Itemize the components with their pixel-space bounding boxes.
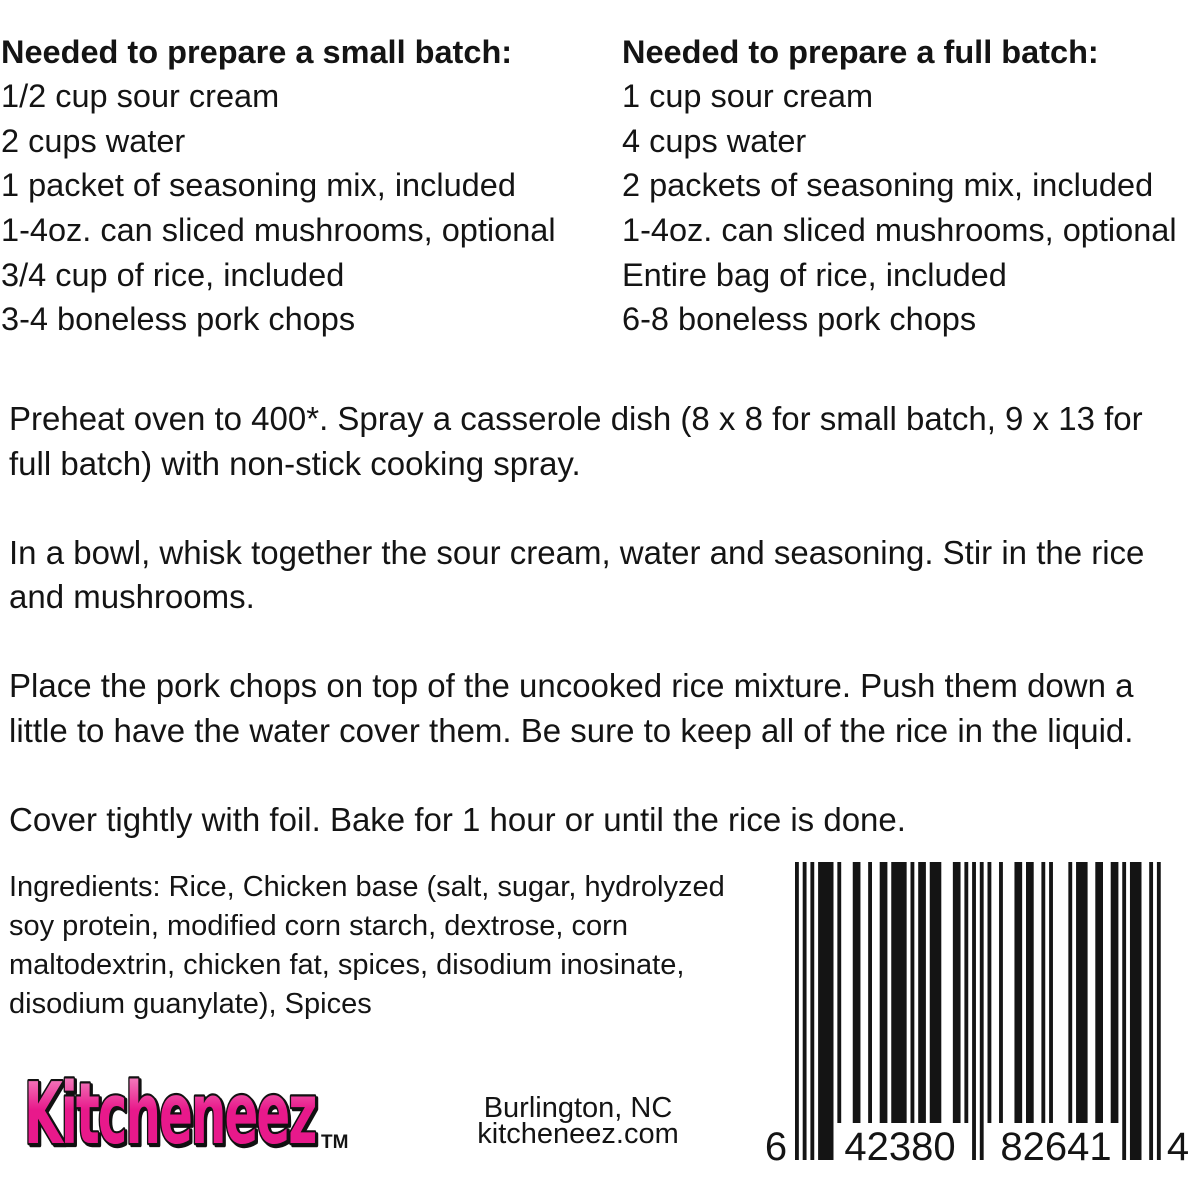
small-batch-heading: Needed to prepare a small batch: bbox=[1, 33, 513, 70]
ingredients-line: disodium guanylate), Spices bbox=[9, 987, 372, 1020]
barcode-guard-bar bbox=[795, 862, 799, 1160]
ingredients-line: Ingredients: Rice, Chicken base (salt, sugar, hydrolyzed bbox=[9, 870, 725, 903]
barcode-bar bbox=[999, 862, 1003, 1123]
small-batch-requirements bbox=[1, 30, 556, 342]
direction-step-mix bbox=[9, 531, 1144, 620]
barcode-right-digits: 82641 bbox=[1000, 1125, 1112, 1169]
barcode-bar bbox=[918, 862, 926, 1123]
ingredients-list bbox=[9, 868, 725, 1024]
company-info bbox=[430, 1092, 726, 1150]
direction-line: little to have the water cover them. Be sure to keep all of the rice in the liquid. bbox=[9, 711, 1134, 749]
direction-line: In a bowl, whisk together the sour cream, water and seasoning. Stir in the rice bbox=[9, 533, 1145, 571]
small-batch-item: 1-4oz. can sliced mushrooms, optional bbox=[1, 212, 556, 249]
full-batch-requirements bbox=[622, 30, 1177, 342]
barcode-bar bbox=[880, 862, 888, 1123]
upc-barcode bbox=[760, 855, 1192, 1167]
small-batch-item: 3/4 cup of rice, included bbox=[1, 256, 345, 293]
barcode-bar bbox=[1049, 862, 1053, 1123]
barcode-bar bbox=[953, 862, 961, 1123]
logo-wordmark: Kitcheneez bbox=[24, 1064, 316, 1164]
barcode-guard-bar bbox=[810, 862, 814, 1160]
directions bbox=[9, 397, 1144, 887]
direction-step-preheat bbox=[9, 397, 1144, 486]
barcode-bar bbox=[1026, 862, 1034, 1123]
barcode-guard-bar bbox=[980, 862, 984, 1160]
direction-line: Cover tightly with foil. Bake for 1 hour or until the rice is done. bbox=[9, 800, 906, 838]
barcode-left-digits: 42380 bbox=[844, 1125, 956, 1169]
barcode-bar bbox=[853, 862, 861, 1123]
barcode-bar bbox=[1068, 862, 1072, 1123]
barcode-bar bbox=[988, 862, 992, 1123]
barcode-bar bbox=[1041, 862, 1045, 1123]
barcode-number-system-digit: 6 bbox=[764, 1125, 788, 1169]
small-batch-item: 2 cups water bbox=[1, 122, 186, 159]
barcode-guard-bar bbox=[1130, 862, 1142, 1160]
full-batch-item: 2 packets of seasoning mix, included bbox=[622, 167, 1154, 204]
barcode-guard-bar bbox=[1157, 862, 1161, 1160]
full-batch-item: 1-4oz. can sliced mushrooms, optional bbox=[622, 212, 1177, 249]
full-batch-item: Entire bag of rice, included bbox=[622, 256, 1007, 293]
small-batch-item: 1 packet of seasoning mix, included bbox=[1, 167, 516, 204]
barcode-guard-bar bbox=[1149, 862, 1153, 1160]
barcode-guard-bar bbox=[972, 862, 976, 1160]
barcode-bar bbox=[1076, 862, 1088, 1123]
full-batch-heading: Needed to prepare a full batch: bbox=[622, 33, 1099, 70]
kitcheneez-logo bbox=[18, 1062, 348, 1162]
direction-step-place-chops bbox=[9, 664, 1144, 753]
ingredients-line: soy protein, modified corn starch, dextrose, corn bbox=[9, 909, 628, 942]
barcode-bar bbox=[911, 862, 915, 1123]
small-batch-item: 3-4 boneless pork chops bbox=[1, 301, 356, 338]
full-batch-item: 6-8 boneless pork chops bbox=[622, 301, 977, 338]
barcode-bar bbox=[1095, 862, 1103, 1123]
barcode-guard-bar bbox=[818, 862, 833, 1160]
ingredients-line: maltodextrin, chicken fat, spices, disodium inosinate, bbox=[9, 948, 685, 981]
barcode-bar bbox=[891, 862, 906, 1123]
direction-line: Preheat oven to 400*. Spray a casserole dish (8 x 8 for small batch, 9 x 13 for bbox=[9, 400, 1143, 437]
barcode-bar bbox=[868, 862, 872, 1123]
trademark-symbol: TM bbox=[321, 1132, 349, 1153]
barcode-bar bbox=[1111, 862, 1119, 1123]
full-batch-item: 4 cups water bbox=[622, 122, 807, 159]
barcode-bar bbox=[930, 862, 942, 1123]
barcode-bars bbox=[795, 862, 1161, 1160]
full-batch-item: 1 cup sour cream bbox=[622, 78, 874, 115]
barcode-guard-bar bbox=[1122, 862, 1126, 1160]
direction-line: and mushrooms. bbox=[9, 578, 255, 615]
company-location: Burlington, NC bbox=[483, 1092, 673, 1124]
barcode-bar bbox=[1014, 862, 1022, 1123]
direction-line: full batch) with non-stick cooking spray. bbox=[9, 444, 581, 482]
company-website: kitcheneez.com bbox=[477, 1118, 679, 1150]
logo-wordmark-group bbox=[24, 1065, 316, 1164]
barcode-bar bbox=[837, 862, 841, 1123]
barcode-check-digit: 4 bbox=[1166, 1125, 1190, 1169]
small-batch-item: 1/2 cup sour cream bbox=[1, 78, 280, 115]
direction-step-bake bbox=[9, 798, 1144, 843]
direction-line: Place the pork chops on top of the uncooked rice mixture. Push them down a bbox=[9, 667, 1134, 704]
barcode-guard-bar bbox=[803, 862, 807, 1160]
barcode-bar bbox=[964, 862, 968, 1123]
